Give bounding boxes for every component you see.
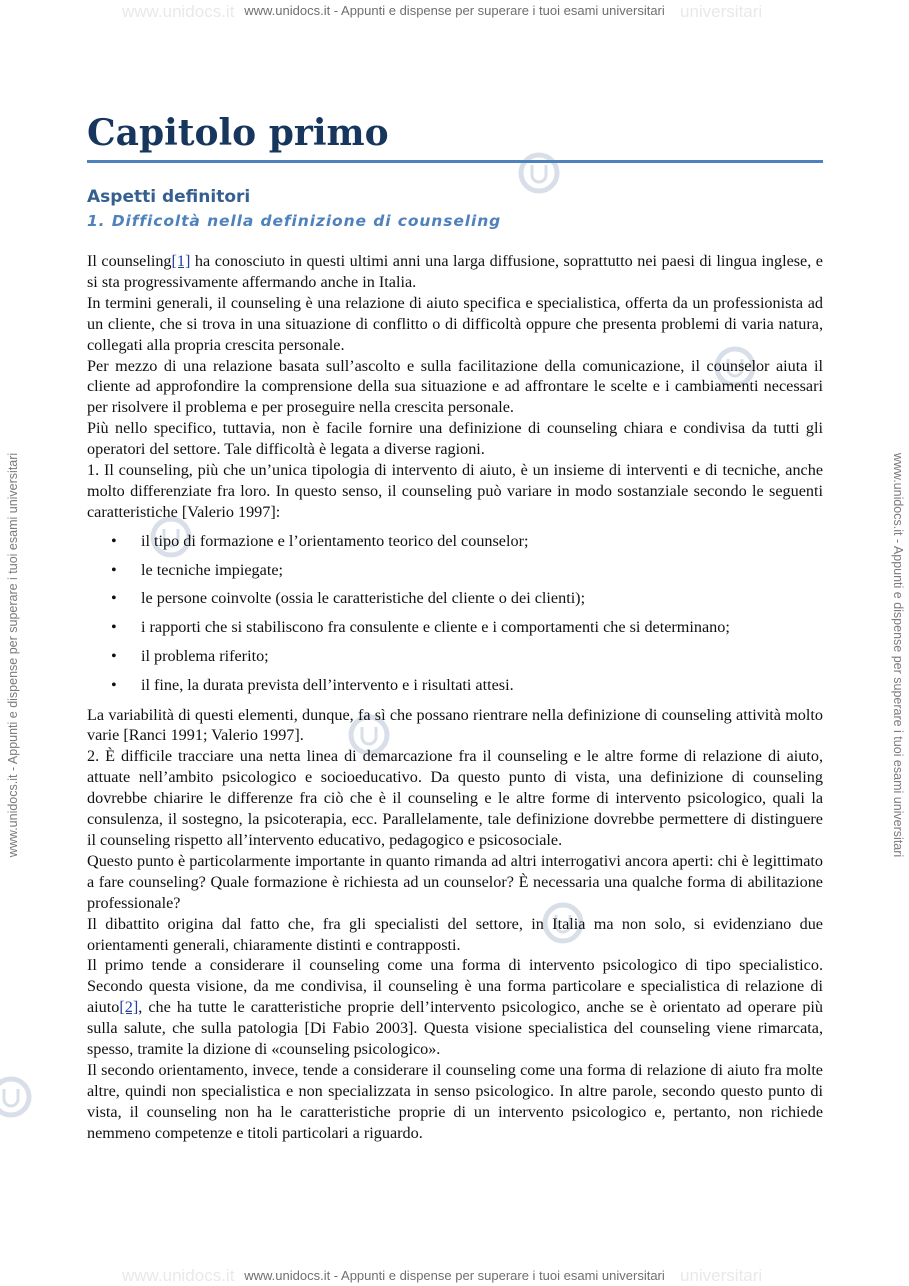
chapter-title: Capitolo primo (87, 108, 823, 163)
paragraph: Più nello specifico, tuttavia, non è facile fornire una definizione di counseling chiara e condivisa da tutti gli operatori del settore. Tale difficoltà è legata a diverse ragioni. (87, 419, 823, 459)
document-body (87, 108, 823, 1144)
paragraph: Il secondo orientamento, invece, tende a considerare il counseling come una forma di relazione di aiuto fra molte altre, quindi non specialistica e non specializzata in senso psicologico. In altre parole, secondo questo punto di vista, il counseling non ha le caratteristiche proprie di un intervento psicologico e, pertanto, non richiede nemmeno competenze e titoli particolari a riguardo. (87, 1060, 823, 1142)
body-text (87, 251, 823, 1144)
bullet-icon: • (111, 646, 117, 665)
list-item (87, 584, 823, 613)
bullet-icon: • (111, 560, 117, 579)
list-item-text: il tipo di formazione e l’orientamento teorico del counselor; (141, 531, 529, 550)
paragraph: Questo punto è particolarmente importante in quanto rimanda ad altri interrogativi ancora aperti: chi è legittimato a fare counseling? Quale formazione è richiesta ad un counselor? È necessaria una qualche forma di abilitazione professionale? (87, 851, 823, 912)
list-item (87, 671, 823, 700)
watermark-side-left: www.unidocs.it - Appunti e dispense per superare i tuoi esami universitari (6, 452, 20, 858)
watermark-ghost-left: www.unidocs.it (122, 2, 235, 21)
watermark-footer: www.unidocs.it - Appunti e dispense per superare i tuoi esami universitari (244, 1268, 665, 1283)
bullet-icon: • (111, 618, 117, 637)
unidocs-logo-icon (0, 1074, 34, 1120)
paragraph: La variabilità di questi elementi, dunque, fa sì che possano rientrare nella definizione di counseling attività molto varie [Ranci 1991; Valerio 1997]. (87, 705, 823, 745)
bullet-icon: • (111, 589, 117, 608)
list-item (87, 642, 823, 671)
footnote-link-1[interactable]: [1] (171, 252, 191, 270)
watermark-side-right: www.unidocs.it - Appunti e dispense per superare i tuoi esami universitari (891, 452, 905, 858)
watermark-ghost-left-bottom: www.unidocs.it (122, 1266, 235, 1285)
paragraph-text: ha conosciuto in questi ultimi anni una larga diffusione, soprattutto nei paesi di lingua inglese, e si sta progressivamente affermando anche in Italia. (87, 252, 823, 291)
subsection-title: 1. Difficoltà nella definizione di counseling (87, 212, 502, 230)
list-item (87, 527, 823, 556)
characteristics-list (87, 527, 823, 700)
paragraph (87, 251, 823, 293)
paragraph (87, 955, 823, 1060)
paragraph-text: , che ha tutte le caratteristiche proprie dell’intervento psicologico, anche se è orientato ad operare più sulla salute, che sulla patologia [Di Fabio 2003]. Questa visione specialistica del counseling viene rimarcata, spesso, tramite la dizione di «counseling psicologico». (87, 998, 823, 1059)
list-item (87, 613, 823, 642)
list-item-text: le tecniche impiegate; (141, 560, 284, 579)
watermark-header: www.unidocs.it - Appunti e dispense per superare i tuoi esami universitari (244, 3, 665, 18)
watermark-ghost-right-bottom: universitari (680, 1266, 763, 1285)
list-item-text: il problema riferito; (141, 646, 269, 665)
paragraph: 2. È difficile tracciare una netta linea di demarcazione fra il counseling e le altre forme di relazione di aiuto, attuate nell’ambito psicologico e socioeducativo. Da questo punto di vista, una definizione di counseling dovrebbe chiarire le differenze fra ciò che è il counseling e le altre forme di intervento psicologico, quali la consulenza, il sostegno, la psicoterapia, ecc. Parallelamente, tale definizione dovrebbe permettere di distinguere il counseling rispetto all’intervento educativo, pedagogico e psicosociale. (87, 747, 823, 849)
paragraph: Per mezzo di una relazione basata sull’ascolto e sulla facilitazione della comunicazione, il counselor aiuta il cliente ad approfondire la comprensione della sua situazione e ad affrontare le scelte e i cambiamenti necessari per risolvere il problema e per proseguire nella crescita personale. (87, 356, 823, 417)
paragraph: Il dibattito origina dal fatto che, fra gli specialisti del settore, in Italia ma non solo, si evidenziano due orientamenti generali, chiaramente distinti e contrapposti. (87, 914, 823, 954)
paragraph: 1. Il counseling, più che un’unica tipologia di intervento di aiuto, è un insieme di interventi e di tecniche, anche molto differenziate fra loro. In questo senso, il counseling può variare in modo sostanziale secondo le seguenti caratteristiche [Valerio 1997]: (87, 461, 823, 521)
footnote-link-2[interactable]: [2] (119, 998, 139, 1017)
section-title: Aspetti definitori (87, 187, 251, 207)
paragraph-text: Il counseling (87, 252, 172, 270)
bullet-icon: • (111, 531, 117, 550)
watermark-ghost-right: universitari (680, 2, 763, 21)
paragraph-text: Il primo tende a considerare il counseling come una forma di intervento psicologico di tipo specialistico. Secondo questa visione, da me condivisa, il counseling è una forma particolare e specialistica di relazione di aiuto (87, 956, 823, 1017)
paragraph: In termini generali, il counseling è una relazione di aiuto specifica e specialistica, offerta da un professionista ad un cliente, che si trova in una situazione di conflitto o di difficoltà oppure che presenta problemi di varia natura, collegati alla propria crescita personale. (87, 293, 823, 354)
list-item (87, 556, 823, 585)
list-item-text: le persone coinvolte (ossia le caratteristiche del cliente o dei clienti); (141, 589, 586, 608)
list-item-text: il fine, la durata prevista dell’intervento e i risultati attesi. (141, 675, 514, 694)
bullet-icon: • (111, 675, 117, 694)
list-item-text: i rapporti che si stabiliscono fra consulente e cliente e i comportamenti che si determinano; (141, 618, 730, 637)
